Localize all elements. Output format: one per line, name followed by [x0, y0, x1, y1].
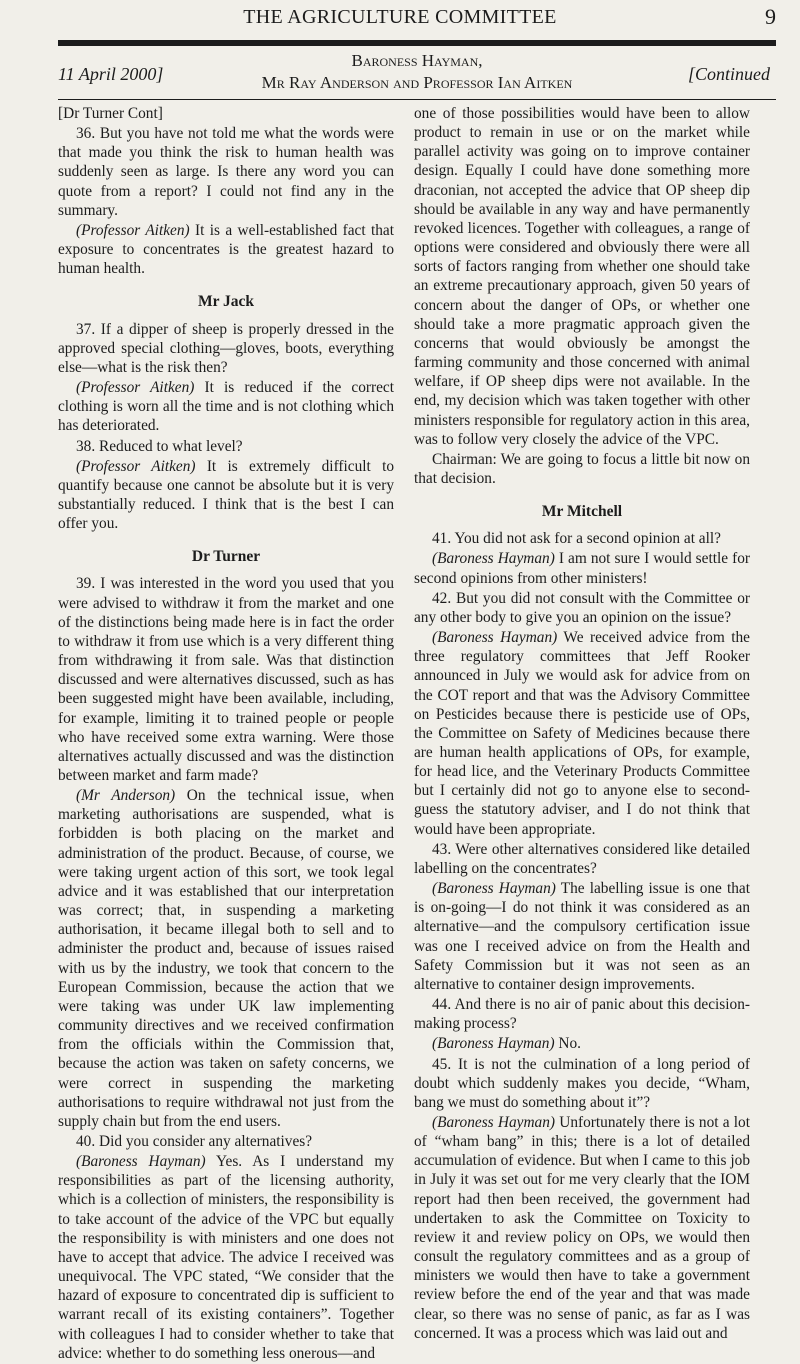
running-head: THE AGRICULTURE COMMITTEE — [243, 6, 557, 28]
answer-43-speaker: (Baroness Hayman) — [432, 880, 556, 898]
question-37: 37. If a dipper of sheep is properly dressed in the approved special clothing—gloves, boots, everything else—what is the risk then? — [58, 320, 394, 376]
answer-40-continued: one of those possibilities would have been to allow product to remain in use or on the market while parallel activity was going on to improve container design. Equally I could have done something more draconian, not accepted the advice that OP sheep dip should be available in any way and have permanently revoked licences. Together with colleagues, a range of options were considered and obviously there were all sorts of factors ranging from whether one should take an extreme precautionary approach, given 50 years of concern about the danger of OPs, or whether one should take a more pragmatic approach given the concerns that would obviously be amongst the farming community and those concerned with animal welfare, if OP sheep dips were not available. In the end, my decision which was taken together with other ministers responsible for regulatory action in this area, was to follow very closely the advice of the VPC. — [414, 105, 750, 448]
answer-45-speaker: (Baroness Hayman) — [432, 1113, 555, 1131]
question-45: 45. It is not the culmination of a long period of doubt which suddenly makes you decide, “Wham, bang we must do something about it”? — [414, 1055, 750, 1111]
question-42: 42. But you did not consult with the Committee or any other body to give you an opinion on the issue? — [414, 589, 750, 626]
question-43: 43. Were other alternatives considered like detailed labelling on the concentrates? — [414, 840, 750, 877]
witness-header — [58, 50, 776, 94]
question-36: 36. But you have not told me what the words were that made you think the risk to human health was suddenly seen as large. Is there any word you can quote from a report? I could not find any in the summary. — [58, 125, 394, 219]
answer-36 — [58, 221, 394, 278]
continued-label: [Continued — [687, 64, 770, 84]
header-rule-thin — [58, 99, 776, 100]
answer-40 — [58, 1152, 394, 1363]
answer-44-speaker: (Baroness Hayman) — [432, 1035, 555, 1053]
question-39: 39. I was interested in the word you used that you were advised to withdraw it from the market and one of the distinctions being made here is in fact the order to withdraw it from use which is a very different thing from withdrawing it from sale. Was that distinction discussed and were alternatives discussed, such as has been suggested might have been available, including, for example, limiting it to trained people or people who have received some extra warning. Were those alternatives actually discussed and was the distinction between market and farm made? — [58, 575, 394, 784]
question-41: 41. You did not ask for a second opinion at all? — [432, 530, 721, 548]
header-rule — [58, 40, 776, 46]
answer-37 — [58, 378, 394, 435]
answer-36-speaker: (Professor Aitken) — [76, 221, 190, 239]
speaker-heading-jack: Mr Jack — [197, 293, 255, 311]
answer-38 — [58, 457, 394, 534]
left-column — [58, 104, 394, 1364]
answer-39 — [58, 786, 394, 1131]
answer-39-speaker: (Mr Anderson) — [76, 787, 176, 805]
answer-37-speaker: (Professor Aitken) — [76, 379, 195, 397]
question-40: 40. Did you consider any alternatives? — [76, 1132, 313, 1150]
answer-42-speaker: (Baroness Hayman) — [432, 629, 558, 647]
witnesses-line-2: Mr Ray Anderson and Professor Ian Aitken — [261, 73, 573, 92]
answer-42-text: We received advice from the three regulatory committees that Jeff Rooker announced in July we would ask for advice from on the COT report and that was the Advisory Committee on Pesticides because there is pesticide use of OPs, the Committee on Safety of Medicines because there are human health applications of OPs, for example, for head lice, and the Veterinary Products Committee but I certainly did not go to anyone else to second-guess the statutory adviser, and I do not think that would have been appropriate. — [414, 629, 750, 838]
answer-41 — [414, 549, 750, 587]
answer-44 — [414, 1034, 750, 1053]
answer-44-text: No. — [554, 1035, 582, 1053]
answer-36-text: It is a well-established fact that exposure to concentrates is the greatest hazard to human health. — [58, 221, 395, 278]
answer-39-text: On the technical issue, when marketing authorisations are suspended, what is forbidden is both placing on the market and administration of the product. Because, of course, we were taking urgent action of this sort, we took legal advice and it was established that our interpretation was correct; that, in suspending a marketing authorisation, it became illegal both to sell and to administer the product and, because of issues raised with us by the industry, we took that concern to the European Commission, because the action that we were taking was under UK law implementing community directives and we received confirmation from the officials within the Commission that, because the action was taken on safety concerns, we were correct in suspending the marketing authorisations to require withdrawal not just from the supply chain but from the end users. — [58, 787, 395, 1130]
witnesses — [58, 50, 776, 94]
answer-38-text: It is extremely difficult to quantify because one cannot be absolute but it is very substantially reduced. I think that is the best I can offer you. — [58, 457, 394, 533]
witnesses-line-1: Baroness Hayman, — [351, 51, 483, 70]
question-38: 38. Reduced to what level? — [76, 437, 243, 455]
speaker-continued: [Dr Turner Cont] — [58, 105, 163, 122]
answer-42 — [414, 628, 750, 839]
answer-45-text: Unfortunately there is not a lot of “wham bang” in this; there is a lot of detailed accumulation of evidence. But when I came to this job in July it was set out for me very clearly that the IOM report had then been received, the government had undertaken to ask the Committee on Toxicity to review it and review policy on OPs, we would then consult the regulatory committees and as a group of ministers we would then have to take a government review before the end of the year and that was made clear, so there was no sense of panic, as far as I was concerned. It was a process which was laid out and — [414, 1113, 750, 1342]
page-number: 9 — [765, 4, 776, 29]
answer-40-text: Yes. As I understand my responsibilities as part of the licensing authority, which is a collection of ministers, the responsibility is to take account of the advice of the VPC but equally the responsibility is with ministers and one does not have to accept that advice. The advice I received was unequivocal. The VPC stated, “We consider that the hazard of exposure to concentrated dip is sufficient to warrant recall of its existing containers”. Together with colleagues I had to consider whether to take that advice: whether to do something less onerous—and — [58, 1153, 394, 1362]
speaker-heading-turner: Dr Turner — [191, 548, 261, 566]
answer-41-text: I am not sure I would settle for second opinions from other ministers! — [414, 550, 751, 587]
right-column — [414, 104, 750, 1344]
speaker-heading-mitchell: Mr Mitchell — [541, 503, 623, 521]
chairman-remark: Chairman: We are going to focus a little bit now on that decision. — [414, 450, 750, 487]
answer-37-text: It is reduced if the correct clothing is worn all the time and is not clothing which has deteriorated. — [58, 379, 394, 435]
answer-40-speaker: (Baroness Hayman) — [76, 1153, 206, 1171]
question-44: 44. And there is no air of panic about this decision-making process? — [414, 996, 750, 1033]
answer-38-speaker: (Professor Aitken) — [76, 457, 196, 475]
answer-43-text: The labelling issue is one that is on-going—I do not think it was considered as an alternative—and the compulsory certification issue was one I received advice on from the Health and Safety Commission but it was not seen as an alternative to container design improvements. — [414, 880, 750, 993]
answer-43 — [414, 879, 750, 994]
answer-45 — [414, 1113, 750, 1343]
answer-41-speaker: (Baroness Hayman) — [432, 550, 555, 568]
session-date: 11 April 2000] — [58, 64, 164, 84]
